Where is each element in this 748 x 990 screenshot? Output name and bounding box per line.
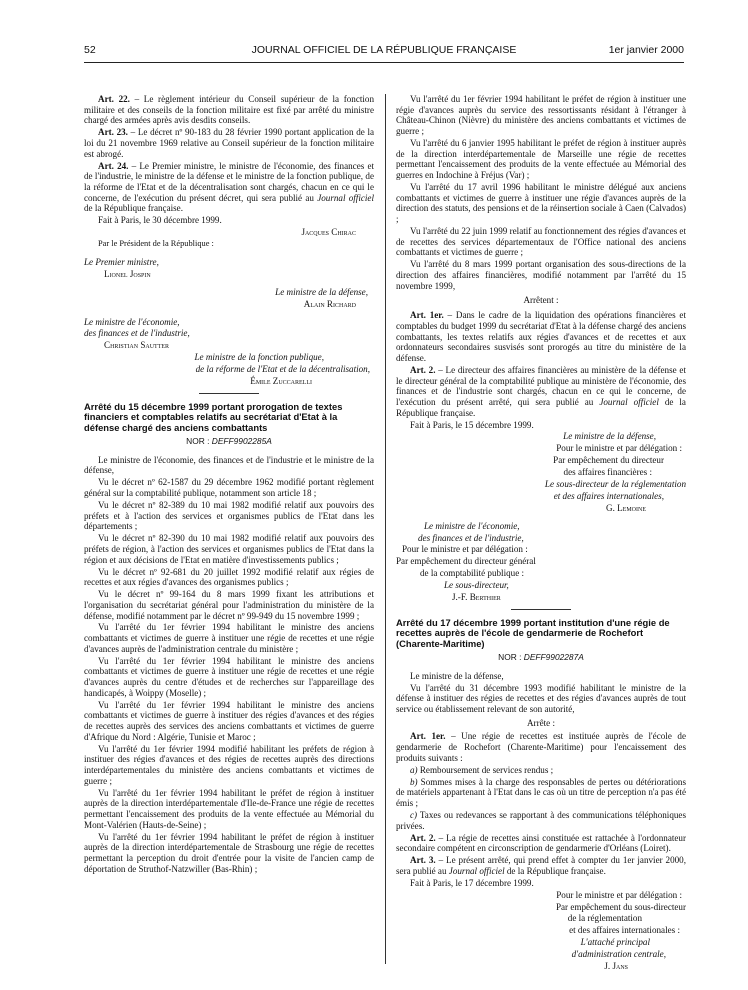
fp-title-2: de la réforme de l'Etat et de la décentralisation, xyxy=(195,364,370,375)
left-column xyxy=(84,94,374,876)
a2-article-1: Art. 1er. – Une régie de recettes est instituée auprès de l'école de gendarmerie de Rochefort (Charente-Maritime) pour l'encaissement des produits suivants : xyxy=(396,731,686,763)
visa-11: Vu l'arrêté du 1er février 1994 habilitant le préfet de région à instituer auprès de la direction interdépartementale de Strasbourg une régie de recettes permettant la perception du droit d'entrée pour la visite de l'ancien camp de déportation de Struthof-Natzwiller (Bas-Rhin) ; xyxy=(84,831,374,874)
issue-date: 1er janvier 2000 xyxy=(608,44,684,56)
a2-empech-1: Par empêchement du sous-directeur xyxy=(555,901,686,912)
a2-intro-1: Le ministre de la défense, xyxy=(410,670,504,681)
a2-article-3: Art. 3. – Le présent arrêté, qui prend effet à compter du 1er janvier 2000, sera publié au Journal officiel de la République française. xyxy=(396,855,687,876)
article-23: Art. 23. – Le décret nº 90-183 du 28 février 1990 portant application de la loi du 21 novembre 1969 relative au Conseil supérieur de la fonction militaire est abrogé. xyxy=(84,127,375,159)
visa-4: Vu le décret nº 92-681 du 20 juillet 1992 modifié relatif aux régies de recettes et aux régies d'avances des organismes publics ; xyxy=(84,566,374,588)
visa-r4: Vu l'arrêté du 8 mars 1999 portant organisation des sous-directions de la direction des affaires financières, modifié notamment par l'arrêté du 15 novembre 1999, xyxy=(396,259,686,291)
visa-8: Vu l'arrêté du 1er février 1994 habilitant le ministre des anciens combattants et victimes de guerre à instituer des régies d'avances et des régies de recettes auprès des services des anciens combattants et victimes de guerre d'Afrique du Nord : Algérie, Tunisie et Maroc ; xyxy=(84,699,374,742)
article-label: Art. 24. xyxy=(98,160,129,171)
header-rule xyxy=(84,62,684,63)
economy-title-2: des finances et de l'industrie, xyxy=(84,328,190,339)
visa-r0: Vu l'arrêté du 1er février 1994 habilitant le préfet de région à instituer une régie d'avances auprès du service des ressortissants résidant à l'étranger à Château-Chinon (Nièvre) du ministère des anciens combattants et victimes de guerre ; xyxy=(396,94,686,137)
section-separator xyxy=(199,393,259,394)
column-divider xyxy=(385,94,386,964)
article-2: Art. 2. – Le directeur des affaires financières au ministère de la défense et le directeur général de la comptabilité publique au ministère de l'économie, des finances et de l'industrie sont chargés, chacun en ce qui le concerne, de l'exécution du présent arrêté, qui sera publié au Journal officiel de la République française. xyxy=(396,364,686,418)
fait-a-paris-2: Fait à Paris, le 15 décembre 1999. xyxy=(410,419,534,430)
a2-item-b: b) Sommes mises à la charge des responsables de pertes ou détériorations de matériels appartenant à l'Etat dans le cas où un titre de perception n'a pas été émis ; xyxy=(396,776,686,809)
arrete-title: Arrêté du 15 décembre 1999 portant prorogation de textes financiers et comptables relatifs au secrétariat d'Etat à la défense chargé des anciens combattants xyxy=(84,400,343,434)
defense-empech-1: Par empêchement du directeur xyxy=(553,455,664,466)
visa-1: Vu le décret nº 62-1587 du 29 décembre 1962 modifié portant règlement général sur la comptabilité publique, notamment son article 18 ; xyxy=(84,477,374,499)
economy-empech-2: de la comptabilité publique : xyxy=(420,568,525,579)
economy-name-2: J.-F. Berthier xyxy=(452,591,501,602)
page-number: 52 xyxy=(84,44,96,56)
defense-subdirector-1: Le sous-directeur de la réglementation xyxy=(544,478,686,489)
visa-2: Vu le décret nº 82-389 du 10 mai 1982 modifié relatif aux pouvoirs des préfets et à l'action des services et organismes publics de l'Etat dans les départements ; xyxy=(84,499,374,532)
defense-delegation: Pour le ministre et par délégation : xyxy=(556,443,682,454)
a2-fait: Fait à Paris, le 17 décembre 1999. xyxy=(410,877,534,888)
nor-reference: NOR : DEFF9902285A xyxy=(186,436,272,447)
economy-title-r1: Le ministre de l'économie, xyxy=(424,520,520,531)
visa-3: Vu le décret nº 82-390 du 10 mai 1982 modifié relatif aux pouvoirs des préfets de région, à l'action des services et organismes publics de l'Etat dans la région et aux décisions de l'Etat en matière d'investissements publics ; xyxy=(84,533,374,565)
a2-attache-2: d'administration centrale, xyxy=(571,949,666,960)
economy-delegation: Pour le ministre et par délégation : xyxy=(402,544,528,555)
a2-empech-3: et des affaires internationales : xyxy=(569,925,680,936)
visa-r3: Vu l'arrêté du 22 juin 1999 relatif au fonctionnement des régies d'avances et de recettes des services départementaux de l'Office national des anciens combattants et victimes de guerre ; xyxy=(396,226,686,258)
economy-name: Christian Sautter xyxy=(104,340,170,351)
pm-name: Lionel Jospin xyxy=(104,268,151,279)
visa-5: Vu le décret nº 99-164 du 8 mars 1999 fixant les attributions et l'organisation du secrétariat général pour l'administration du ministère de la défense, modifié notamment par le décret nº 99-949 du 15 novembre 1999 ; xyxy=(84,589,374,621)
fp-title-1: Le ministre de la fonction publique, xyxy=(194,352,324,363)
pm-title: Le Premier ministre, xyxy=(84,256,159,267)
visa-r1: Vu l'arrêté du 6 janvier 1995 habilitant le préfet de région à instituer auprès de la direction interdépartementale de Marseille une régie de recettes permettant l'encaissement des produits de la vente effectuée au Mémorial des guerres en Indochine à Fréjus (Var) ; xyxy=(396,138,686,181)
right-column xyxy=(396,94,686,973)
defense-subdirector-2: et des affaires internationales, xyxy=(553,490,664,501)
visa-9: Vu l'arrêté du 1er février 1994 modifié habilitant les préfets de région à instituer des régies d'avances et des régies de recettes auprès des directions interdépartementales du ministère des anciens combattants et victimes de guerre ; xyxy=(84,743,374,786)
journal-title: JOURNAL OFFICIEL DE LA RÉPUBLIQUE FRANÇAISE xyxy=(251,44,517,56)
arretent: Arrêtent : xyxy=(523,295,559,306)
defense-name: Alain Richard xyxy=(303,298,356,309)
article-label: Art. 22. xyxy=(98,94,130,104)
fait-a-paris: Fait à Paris, le 30 décembre 1999. xyxy=(98,215,222,226)
section-separator-2 xyxy=(511,609,571,610)
page-header xyxy=(84,44,684,60)
economy-subdirector: Le sous-directeur, xyxy=(444,580,509,591)
a2-item-c: c) Taxes ou redevances se rapportant à des communications téléphoniques privées. xyxy=(396,809,686,831)
a2-intro-2: Vu l'arrêté du 31 décembre 1993 modifié habilitant le ministre de la défense à instituer des régies de recettes et des régies d'avances auprès de tout service ou établissement relevant de son autorité, xyxy=(396,682,686,715)
par-le-president: Par le Président de la République : xyxy=(98,239,214,249)
a2-delegation: Pour le ministre et par délégation : xyxy=(556,889,682,900)
a2-arrete: Arrête : xyxy=(526,717,556,728)
article-24: Art. 24. – Le Premier ministre, le ministre de l'économie, des finances et de l'industrie, le ministre de la défense et le ministre de la fonction publique, de la réforme de l'Etat et de la décentralisation sont chargés, chacun en ce qui le concerne, de l'exécution du présent décret, qui sera publié au Journal officiel de la République française. xyxy=(84,160,375,214)
visa-6: Vu l'arrêté du 1er février 1994 habilitant le ministre des anciens combattants et victimes de guerre à instituer une régie de recettes et une régie d'avances auprès de l'administration centrale du ministère ; xyxy=(84,622,374,654)
economy-title-1: Le ministre de l'économie, xyxy=(84,316,180,327)
a2-item-a: a) Remboursement de services rendus ; xyxy=(410,764,554,775)
a2-name: J. Jans xyxy=(604,960,628,971)
a2-article-2: Art. 2. – La régie de recettes ainsi constituée est rattachée à l'ordonnateur secondaire compétent en circonscription de gendarmerie d'Orléans (Loiret). xyxy=(396,832,686,854)
nor-reference-2: NOR : DEFF9902287A xyxy=(498,652,584,663)
fp-name: Émile Zuccarelli xyxy=(250,375,312,386)
defense-title: Le ministre de la défense, xyxy=(275,286,368,297)
a2-attache-1: L'attaché principal xyxy=(580,937,650,948)
a2-empech-2: de la réglementation xyxy=(567,913,642,924)
visa-10: Vu l'arrêté du 1er février 1994 habilitant le préfet de région à instituer auprès de la direction interdépartementale d'Ile-de-France une régie de recettes permettant l'encaissement des produits de la vente effectuée au Mémorial du Mont-Valérien (Hauts-de-Seine) ; xyxy=(84,787,374,830)
article-22: Art. 22. – Le règlement intérieur du Conseil supérieur de la fonction militaire et des conseils de la fonction militaire est fixé par arrêté du ministre chargé des armées après avis desdits conseils. xyxy=(84,94,375,126)
defense-name-2: G. Lemoine xyxy=(606,502,646,513)
visa-7: Vu l'arrêté du 1er février 1994 habilitant le ministre des anciens combattants et victimes de guerre à instituer une régie de recettes et une régie d'avances auprès du centre d'études et de recherches sur l'appareillage des handicapés, à Woippy (Moselle) ; xyxy=(84,655,374,698)
economy-empech-1: Par empêchement du directeur général xyxy=(396,556,536,567)
economy-title-r2: des finances et de l'industrie, xyxy=(418,532,524,543)
article-1: Art. 1er. – Dans le cadre de la liquidation des opérations financières et comptables du budget 1999 du secrétariat d'Etat à la défense chargé des anciens combattants, les textes relatifs aux régies d'avances et de recettes et aux ordonnateurs secondaires susvisés sont prorogés au titre du ministère de la défense. xyxy=(396,310,686,363)
defense-title-2: Le ministre de la défense, xyxy=(563,431,656,442)
visa-r2: Vu l'arrêté du 17 avril 1996 habilitant le ministre délégué aux anciens combattants et victimes de guerre à instituer une régie d'avances auprès de la direction des statuts, des pensions et de la réinsertion sociale à Caen (Calvados) ; xyxy=(396,182,686,225)
visa-0: Le ministre de l'économie, des finances et de l'industrie et le ministre de la défense, xyxy=(84,454,374,476)
defense-empech-2: des affaires financières : xyxy=(563,467,652,478)
article-label: Art. 23. xyxy=(98,127,128,138)
arrete-2-title: Arrêté du 17 décembre 1999 portant institution d'une régie de recettes auprès de l'école de gendarmerie de Rochefort (Charente-Maritime) xyxy=(396,616,670,650)
signature-president: Jacques Chirac xyxy=(301,227,356,238)
